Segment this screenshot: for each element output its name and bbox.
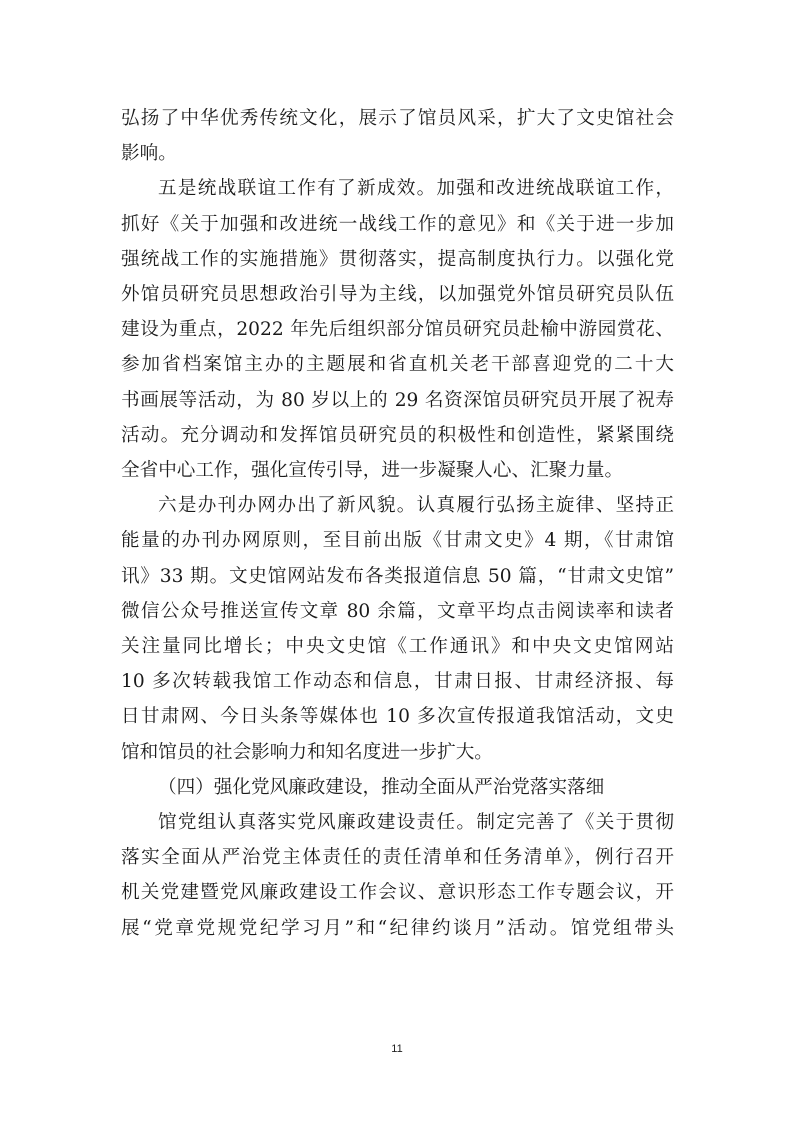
text-line: 关注量同比增长；中央文史馆《工作通讯》和中央文史馆网站 [121,636,674,658]
section-heading-text: （四）强化党风廉政建设，推动全面从严治党落实落细 [158,776,605,798]
text-line: 强统战工作的实施措施》贯彻落实，提高制度执行力。以强化党 [121,248,674,270]
text-line: 弘扬了中华优秀传统文化，展示了馆员风采，扩大了文史馆社会 [121,108,674,129]
text-line: 日甘肃网、今日头条等媒体也 10 多次宣传报道我馆活动，文史 [121,706,674,728]
section-heading [121,770,674,805]
page-number: 11 [391,1043,403,1055]
text-line: 活动。充分调动和发挥馆员研究员的积极性和创造性，紧紧围绕 [121,424,674,446]
text-line: 全省中心工作，强化宣传引导，进一步凝聚人心、汇聚力量。 [121,460,624,482]
paragraph-integrity [121,805,674,946]
text-line: 五是统战联谊工作有了新成效。加强和改进统战联谊工作， [158,178,674,200]
text-line: 参加省档案馆主办的主题展和省直机关老干部喜迎党的二十大 [121,354,674,376]
paragraph-publications [121,488,674,770]
text-line: 馆和馆员的社会影响力和知名度进一步扩大。 [121,741,493,763]
text-line: 机关党建暨党风廉政建设工作会议、意识形态工作专题会议，开 [121,882,674,904]
text-line: 外馆员研究员思想政治引导为主线，以加强党外馆员研究员队伍 [121,284,674,306]
text-line: 微信公众号推送宣传文章 80 余篇，文章平均点击阅读率和读者 [121,600,674,622]
text-line: 10 多次转载我馆工作动态和信息，甘肃日报、甘肃经济报、每 [121,671,674,693]
paragraph-continuation [121,101,674,171]
paragraph-united-front [121,171,674,488]
text-line: 六是办刊办网办出了新风貌。认真履行弘扬主旋律、坚持正 [158,495,674,517]
text-line: 展“党章党规党纪学习月”和“纪律约谈月”活动。馆党组带头 [121,917,674,939]
text-line: 抓好《关于加强和改进统一战线工作的意见》和《关于进一步加 [121,213,674,235]
text-line: 建设为重点，2022 年先后组织部分馆员研究员赴榆中游园赏花、 [121,319,674,341]
text-line: 落实全面从严治党主体责任的责任清单和任务清单》，例行召开 [121,847,674,869]
text-line: 馆党组认真落实党风廉政建设责任。制定完善了《关于贯彻 [158,812,674,834]
text-line: 讯》33 期。文史馆网站发布各类报道信息 50 篇，“甘肃文史馆” [121,565,674,587]
text-line: 影响。 [121,143,177,165]
text-line: 书画展等活动，为 80 岁以上的 29 名资深馆员研究员开展了祝寿 [121,389,674,411]
document-body [121,101,674,946]
text-line: 能量的办刊办网原则，至目前出版《甘肃文史》4 期，《甘肃馆 [121,530,674,552]
